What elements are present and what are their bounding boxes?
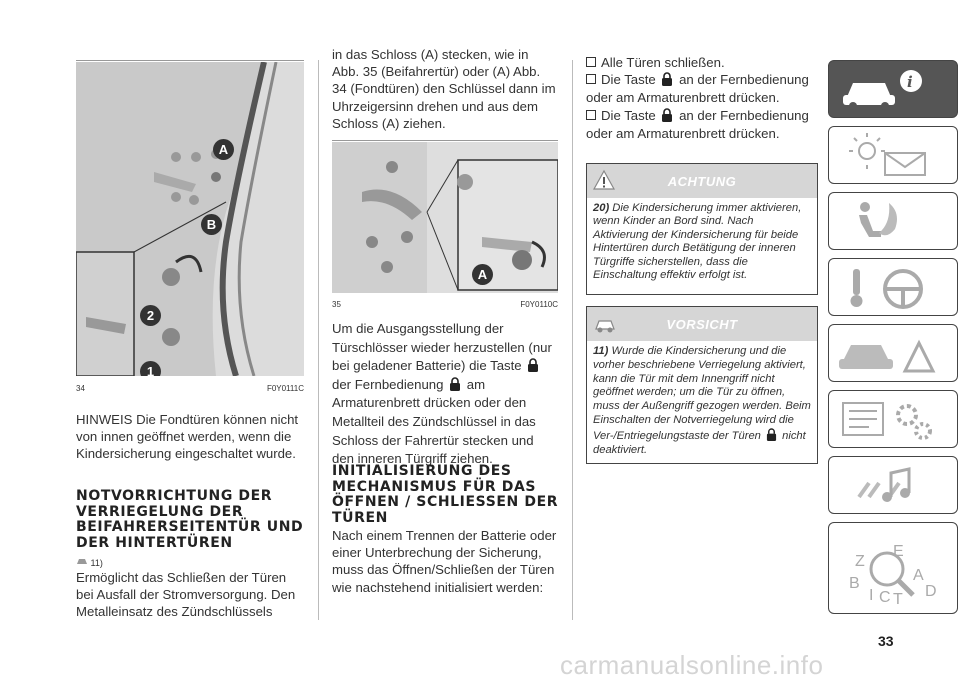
figure-code: F0Y0110C [520,300,558,309]
svg-text:i: i [907,73,913,91]
vorsicht-header [587,307,817,341]
achtung-text: 20) Die Kindersicherung immer aktivieren, wenn Kinder an Bord sind. Nach Aktivierung der Kindersicherung für beide Hintertüren durch Betätigung der inneren Türgriffe sicherstellen, dass die Einschaltung effektiv erfolgt ist. [593,202,802,282]
list-item: Die Taste an der Fernbedienung oder am Armaturenbrett drücken. [586,108,809,142]
list-item: Alle Türen schließen. [586,54,814,71]
tab-warning-lights[interactable] [828,126,958,184]
bullet-icon [586,74,596,84]
body-paragraph-continued: in das Schloss (A) stecken, wie in Abb. 35 (Beifahrertür) oder (A) Abb. 34 (Fondtüren) den Schlüssel dann im Uhrzeigersinn drehen und aus dem Schloss (A) ziehen. [332,47,556,131]
caution-reference [76,555,103,568]
lock-icon [527,358,539,373]
tab-starting-driving[interactable] [828,258,958,316]
figure-number: 34 [76,384,85,393]
vorsicht-box [586,306,818,464]
figure-34-caption [76,384,304,393]
figure-34 [76,62,304,376]
callout-2: 2 [140,305,161,326]
body-paragraph-init: Nach einem Trennen der Batterie oder einer Unterbrechung der Sicherung, muss das Öffnen/Schließen der Türen wie nachstehend initialisiert werden: [332,528,557,595]
index-letter: I [869,587,874,604]
tab-car-info[interactable] [828,60,958,118]
figure-code: F0Y0111C [266,384,304,393]
gears-maintenance-icon [829,391,957,447]
emergency-car-icon [829,325,957,381]
key-steering-icon [829,259,957,315]
figure-35 [332,142,558,293]
door-latch-illustration [76,62,304,376]
music-phone-icon [829,457,957,513]
index-letter: C [879,589,891,606]
bullet-icon [586,57,596,67]
index-letter: T [893,591,903,608]
index-letter: E [893,543,904,560]
door-lock-illustration [332,142,558,293]
body-paragraph-restore: Um die Ausgangsstellung der Türschlösser wieder herzustellen (nur bei geladener Batterie) die Taste der Fernbedienung am Armaturenbrett drücken oder den Metallteil des Zündschlüssel in das Schloss der Fahrertür stecken und den inneren Türgriff ziehen. [332,321,552,467]
caution-car-icon [76,555,88,566]
figure-35-caption [332,300,558,309]
callout-1: 1 [140,361,161,376]
watermark: carmanualsonline.info [560,650,824,680]
index-letter: A [913,567,924,584]
achtung-title: ACHTUNG [667,174,737,189]
tab-maintenance[interactable] [828,390,958,448]
vorsicht-title: VORSICHT [666,317,738,332]
lock-icon [661,108,673,123]
step-list [586,54,814,143]
achtung-header [587,164,817,198]
section-heading-notvorrichtung: NOTVORRICHTUNG DER VERRIEGELUNG DER BEIFAHRERSEITENTÜR UND DER HINTERTÜREN [76,488,304,551]
note-paragraph: HINWEIS Die Fondtüren können nicht von innen geöffnet werden, wenn die Kindersicherung eingeschaltet wurde. [76,412,299,462]
tab-index[interactable] [828,522,958,614]
caution-number: 11) [593,345,609,357]
lock-icon [449,377,461,392]
callout-a: A [213,139,234,160]
airbag-seat-icon [829,193,957,249]
car-info-icon [829,61,957,117]
lock-icon [766,428,777,442]
page-number: 33 [878,633,894,649]
lock-icon [661,72,673,87]
achtung-box [586,163,818,295]
warning-lights-icon [829,127,957,183]
list-item: Die Taste an der Fernbedienung oder am Armaturenbrett drücken. [586,72,809,106]
callout-a: A [472,264,493,285]
tab-emergency[interactable] [828,324,958,382]
callout-b: B [201,214,222,235]
body-paragraph: Ermöglicht das Schließen der Türen bei Ausfall der Stromversorgung. Den Metalleinsatz des Zündschlüssels [76,570,296,620]
vorsicht-text: 11) Wurde die Kindersicherung und die vorher beschriebene Verriegelung aktiviert, kann die Tür mit dem Innengriff nicht geöffnet werden; um die Tür zu öffnen, muss der Außengriff gezogen werden. Beim Einschalten der Notverriegelung wird die Ver-/Entriegelungstaste der Türen nicht deaktiviert. [593,345,811,456]
index-letter: D [925,583,937,600]
warning-number: 20) [593,202,610,214]
index-letter: B [849,575,860,592]
figure-number: 35 [332,300,341,309]
tab-safety[interactable] [828,192,958,250]
caution-ref-number: 11) [90,558,103,568]
bullet-icon [586,110,596,120]
tab-multimedia[interactable] [828,456,958,514]
section-heading-initialisierung: INITIALISIERUNG DES MECHANISMUS FÜR DAS ÖFFNEN / SCHLIESSEN DER TÜREN [332,463,559,526]
index-letter: Z [855,553,865,570]
